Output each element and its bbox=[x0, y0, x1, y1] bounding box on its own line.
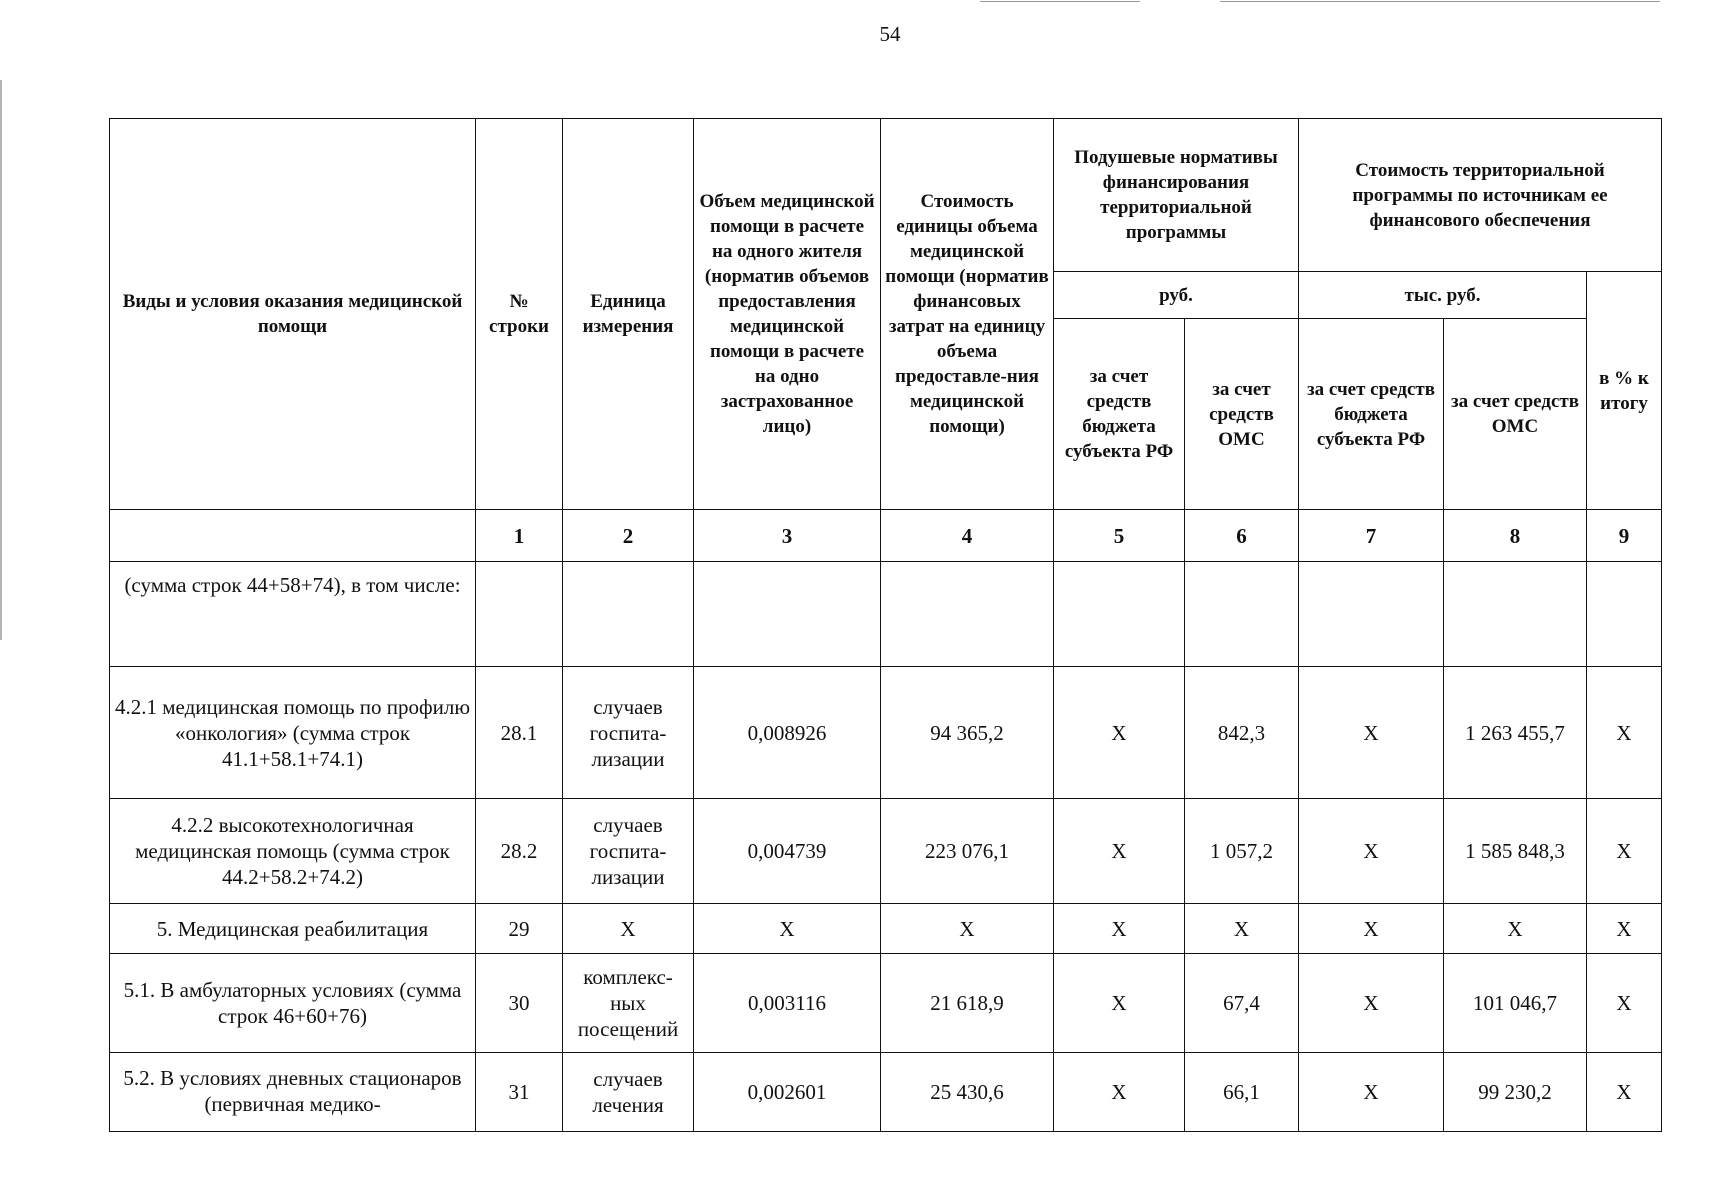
header-per-capita: Подушевые нормативы финансирования территориальной программы bbox=[1054, 119, 1299, 272]
scan-left-edge bbox=[0, 80, 2, 640]
row-budget-rub: X bbox=[1054, 904, 1185, 954]
row-cost bbox=[881, 562, 1054, 667]
header-row-no: № строки bbox=[476, 119, 563, 510]
row-oms-thousand: 1 585 848,3 bbox=[1444, 799, 1587, 904]
row-percent: X bbox=[1587, 954, 1662, 1053]
row-percent bbox=[1587, 562, 1662, 667]
row-name: (сумма строк 44+58+74), в том числе: bbox=[110, 562, 476, 667]
column-number-row bbox=[110, 510, 1662, 562]
header-kind: Виды и условия оказания медицинской помощи bbox=[110, 119, 476, 510]
row-budget-thousand: X bbox=[1299, 667, 1444, 799]
row-budget-rub: X bbox=[1054, 667, 1185, 799]
row-name: 4.2.2 высокотехнологичная медицинская помощь (сумма строк 44.2+58.2+74.2) bbox=[110, 799, 476, 904]
column-number: 4 bbox=[881, 510, 1054, 562]
row-budget-thousand: X bbox=[1299, 904, 1444, 954]
row-volume: 0,004739 bbox=[694, 799, 881, 904]
row-oms-thousand: X bbox=[1444, 904, 1587, 954]
table-row bbox=[110, 562, 1662, 667]
table-row bbox=[110, 667, 1662, 799]
row-number bbox=[476, 562, 563, 667]
header-oms: за счет средств ОМС bbox=[1185, 319, 1299, 510]
header-budget-rf: за счет средств бюджета субъекта РФ bbox=[1054, 319, 1185, 510]
row-volume: 0,008926 bbox=[694, 667, 881, 799]
row-budget-thousand: X bbox=[1299, 1053, 1444, 1132]
table-row bbox=[110, 954, 1662, 1053]
header-cost: Стоимость единицы объема медицинской помощи (норматив финансовых затрат на единицу объема предоставле-ния медицинской помощи) bbox=[881, 119, 1054, 510]
row-oms-rub bbox=[1185, 562, 1299, 667]
row-volume: 0,003116 bbox=[694, 954, 881, 1053]
row-number: 28.2 bbox=[476, 799, 563, 904]
row-unit: X bbox=[563, 904, 694, 954]
page-number: 54 bbox=[879, 22, 901, 46]
row-percent: X bbox=[1587, 904, 1662, 954]
row-oms-thousand bbox=[1444, 562, 1587, 667]
header-rub: руб. bbox=[1054, 272, 1299, 319]
row-budget-rub bbox=[1054, 562, 1185, 667]
column-number: 5 bbox=[1054, 510, 1185, 562]
row-unit bbox=[563, 562, 694, 667]
row-volume: 0,002601 bbox=[694, 1053, 881, 1132]
row-number: 29 bbox=[476, 904, 563, 954]
header-volume: Объем медицинской помощи в расчете на одного жителя (норматив объемов предоставления медицинской помощи в расчете на одно застрахованное лицо) bbox=[694, 119, 881, 510]
column-number: 2 bbox=[563, 510, 694, 562]
row-cost: X bbox=[881, 904, 1054, 954]
column-number: 7 bbox=[1299, 510, 1444, 562]
table-row bbox=[110, 799, 1662, 904]
row-unit: случаев лечения bbox=[563, 1053, 694, 1132]
row-percent: X bbox=[1587, 799, 1662, 904]
row-oms-rub: 66,1 bbox=[1185, 1053, 1299, 1132]
row-unit: случаев госпита-лизации bbox=[563, 667, 694, 799]
row-budget-rub: X bbox=[1054, 1053, 1185, 1132]
row-oms-rub: X bbox=[1185, 904, 1299, 954]
header-unit: Единица измерения bbox=[563, 119, 694, 510]
row-oms-thousand: 101 046,7 bbox=[1444, 954, 1587, 1053]
row-budget-thousand: X bbox=[1299, 799, 1444, 904]
table-row bbox=[110, 1053, 1662, 1132]
column-number: 6 bbox=[1185, 510, 1299, 562]
scan-artifact-line bbox=[1220, 1, 1660, 2]
column-number bbox=[110, 510, 476, 562]
row-cost: 25 430,6 bbox=[881, 1053, 1054, 1132]
row-oms-thousand: 99 230,2 bbox=[1444, 1053, 1587, 1132]
header-oms-2: за счет средств ОМС bbox=[1444, 319, 1587, 510]
column-number: 1 bbox=[476, 510, 563, 562]
row-percent: X bbox=[1587, 1053, 1662, 1132]
column-number: 3 bbox=[694, 510, 881, 562]
row-cost: 94 365,2 bbox=[881, 667, 1054, 799]
column-number: 9 bbox=[1587, 510, 1662, 562]
row-cost: 21 618,9 bbox=[881, 954, 1054, 1053]
row-number: 30 bbox=[476, 954, 563, 1053]
row-volume bbox=[694, 562, 881, 667]
row-budget-rub: X bbox=[1054, 799, 1185, 904]
row-budget-rub: X bbox=[1054, 954, 1185, 1053]
header-program-cost: Стоимость территориальной программы по источникам ее финансового обеспечения bbox=[1299, 119, 1662, 272]
header-thousand-rub: тыс. руб. bbox=[1299, 272, 1587, 319]
row-name: 5. Медицинская реабилитация bbox=[110, 904, 476, 954]
row-name: 4.2.1 медицинская помощь по профилю «онкология» (сумма строк 41.1+58.1+74.1) bbox=[110, 667, 476, 799]
row-cost: 223 076,1 bbox=[881, 799, 1054, 904]
row-oms-rub: 67,4 bbox=[1185, 954, 1299, 1053]
row-budget-thousand bbox=[1299, 562, 1444, 667]
column-number: 8 bbox=[1444, 510, 1587, 562]
table-row bbox=[110, 904, 1662, 954]
scan-artifact-line bbox=[980, 1, 1140, 2]
row-budget-thousand: X bbox=[1299, 954, 1444, 1053]
row-oms-rub: 842,3 bbox=[1185, 667, 1299, 799]
data-table bbox=[109, 118, 1662, 1132]
header-percent: в % к итогу bbox=[1587, 272, 1662, 510]
row-unit: случаев госпита-лизации bbox=[563, 799, 694, 904]
header-budget-rf-2: за счет средств бюджета субъекта РФ bbox=[1299, 319, 1444, 510]
row-oms-thousand: 1 263 455,7 bbox=[1444, 667, 1587, 799]
row-number: 31 bbox=[476, 1053, 563, 1132]
row-volume: X bbox=[694, 904, 881, 954]
row-name: 5.1. В амбулаторных условиях (сумма строк 46+60+76) bbox=[110, 954, 476, 1053]
row-name: 5.2. В условиях дневных стационаров (первичная медико- bbox=[110, 1053, 476, 1132]
row-number: 28.1 bbox=[476, 667, 563, 799]
row-oms-rub: 1 057,2 bbox=[1185, 799, 1299, 904]
row-unit: комплекс-ных посещений bbox=[563, 954, 694, 1053]
row-percent: X bbox=[1587, 667, 1662, 799]
